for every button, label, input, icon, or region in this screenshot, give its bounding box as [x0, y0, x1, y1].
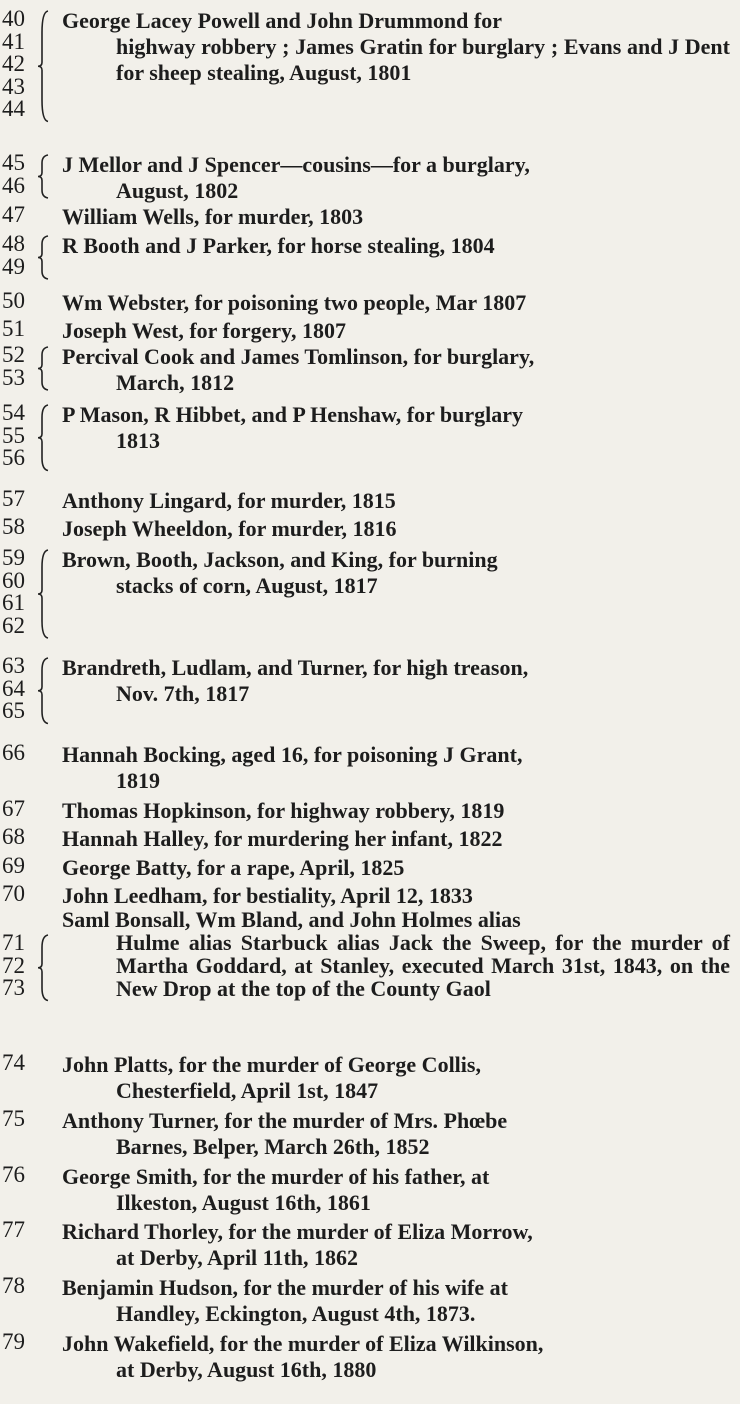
- entry-continuation: March, 1812: [116, 370, 235, 395]
- entry-numbers: [2, 1052, 36, 1075]
- entry-text: [62, 547, 730, 599]
- entry-continuation: stacks of corn, August, 1817: [116, 573, 378, 598]
- entry-first-line: Benjamin Hudson, for the murder of his wife at: [62, 1275, 508, 1300]
- entry-number: 71: [2, 930, 25, 955]
- entry-number: 77: [2, 1217, 25, 1242]
- entry-continuation: Chesterfield, April 1st, 1847: [116, 1078, 379, 1103]
- entry-number: 63: [2, 653, 25, 678]
- entry-number: 70: [2, 881, 25, 906]
- entry-number: 41: [2, 28, 25, 54]
- entry-text: [62, 233, 730, 259]
- entry-first-line: Anthony Lingard, for murder, 1815: [62, 488, 396, 513]
- entry-numbers: [2, 883, 36, 906]
- entry-text: [62, 1164, 730, 1216]
- entry-text: [62, 883, 730, 909]
- entry-text: [62, 908, 730, 1000]
- brace-icon: [38, 235, 52, 280]
- entry-number: 51: [2, 316, 25, 341]
- entry-number: 79: [2, 1329, 25, 1354]
- entry-numbers: [2, 1331, 36, 1354]
- entry-text: [62, 8, 730, 86]
- entry-text: [62, 344, 730, 396]
- entry-numbers: [2, 204, 36, 227]
- entry-first-line: John Leedham, for bestiality, April 12, 1833: [62, 883, 473, 908]
- entry-continuation: Nov. 7th, 1817: [116, 681, 250, 706]
- entry-text: [62, 318, 730, 344]
- entry-numbers: [2, 826, 36, 849]
- entry-number: 49: [2, 253, 25, 279]
- entry-number: 48: [2, 231, 25, 256]
- entry-numbers: [2, 152, 36, 197]
- brace-icon: [38, 10, 52, 123]
- entry-first-line: John Wakefield, for the murder of Eliza Wilkinson,: [62, 1331, 544, 1356]
- entry-continuation: at Derby, April 11th, 1862: [116, 1245, 359, 1270]
- entry-number: 43: [2, 73, 25, 99]
- entry-text: [62, 1275, 730, 1327]
- entry-text: [62, 826, 730, 852]
- entry-number: 66: [2, 740, 25, 765]
- entry-text: [62, 798, 730, 824]
- entry-number: 62: [2, 612, 25, 638]
- entry-number: 47: [2, 202, 25, 227]
- entry-numbers: [2, 1108, 36, 1131]
- entry-text: [62, 1219, 730, 1271]
- entry-text: [62, 655, 730, 707]
- brace-icon: [38, 934, 52, 1002]
- entry-text: [62, 1052, 730, 1104]
- entry-number: 55: [2, 422, 25, 448]
- entry-first-line: Richard Thorley, for the murder of Eliza Morrow,: [62, 1219, 533, 1244]
- entry-number: 73: [2, 975, 25, 1000]
- entry-first-line: Saml Bonsall, Wm Bland, and John Holmes alias: [62, 907, 521, 932]
- entry-number: 72: [2, 952, 25, 978]
- entry-number: 67: [2, 796, 25, 821]
- brace-icon: [38, 404, 52, 472]
- entry-number: 60: [2, 567, 25, 593]
- entry-first-line: Brandreth, Ludlam, and Turner, for high treason,: [62, 655, 529, 680]
- entry-text: [62, 855, 730, 881]
- entry-number: 54: [2, 400, 25, 425]
- entry-number: 65: [2, 698, 25, 723]
- entry-first-line: George Smith, for the murder of his father, at: [62, 1164, 490, 1189]
- entry-text: [62, 488, 730, 514]
- entry-first-line: John Platts, for the murder of George Collis,: [62, 1052, 481, 1077]
- entry-continuation: at Derby, August 16th, 1880: [116, 1357, 377, 1382]
- entry-continuation: 1813: [116, 428, 160, 453]
- entry-numbers: [2, 290, 36, 313]
- entry-text: [62, 152, 730, 204]
- entry-number: 57: [2, 486, 25, 511]
- entry-text: [62, 1331, 730, 1383]
- entry-numbers: [2, 1219, 36, 1242]
- entry-first-line: Hannah Bocking, aged 16, for poisoning J Grant,: [62, 742, 523, 767]
- entry-numbers: [2, 318, 36, 341]
- entry-numbers: [2, 402, 36, 470]
- entry-text: [62, 516, 730, 542]
- entry-first-line: Anthony Turner, for the murder of Mrs. Phœbe: [62, 1108, 508, 1133]
- entry-first-line: R Booth and J Parker, for horse stealing, 1804: [62, 233, 495, 258]
- brace-icon: [38, 346, 52, 391]
- entry-continuation: Barnes, Belper, March 26th, 1852: [116, 1134, 430, 1159]
- entry-number: 46: [2, 172, 25, 198]
- entry-first-line: Brown, Booth, Jackson, and King, for burning: [62, 547, 498, 572]
- brace-icon: [38, 549, 52, 639]
- entry-number: 74: [2, 1050, 25, 1075]
- entry-number: 42: [2, 51, 25, 76]
- entry-number: 56: [2, 445, 25, 470]
- entry-text: [62, 742, 730, 794]
- entry-number: 50: [2, 288, 25, 313]
- entry-continuation: highway robbery ; James Gratin for burglary ; Evans and J Dent for sheep stealing, August, 1801: [116, 34, 730, 85]
- entry-numbers: [2, 1275, 36, 1298]
- entry-continuation: Hulme alias Starbuck alias Jack the Sweep, for the murder of Martha Goddard, at Stanley, executed March 31st, 1843, on the New Drop at the top of the County Gaol: [116, 930, 730, 1001]
- entry-number: 68: [2, 824, 25, 849]
- entry-text: [62, 204, 730, 230]
- entry-numbers: [2, 8, 36, 121]
- entry-first-line: Wm Webster, for poisoning two people, Mar 1807: [62, 290, 527, 315]
- entry-numbers: [2, 547, 36, 637]
- entry-number: 52: [2, 342, 25, 367]
- entry-numbers: [2, 798, 36, 821]
- entry-continuation: Ilkeston, August 16th, 1861: [116, 1190, 371, 1215]
- entry-number: 69: [2, 853, 25, 878]
- entry-first-line: Joseph West, for forgery, 1807: [62, 318, 346, 343]
- entry-number: 40: [2, 6, 25, 31]
- entry-number: 76: [2, 1162, 25, 1187]
- entry-text: [62, 402, 730, 454]
- entry-first-line: P Mason, R Hibbet, and P Henshaw, for burglary: [62, 402, 524, 427]
- entry-first-line: William Wells, for murder, 1803: [62, 204, 364, 229]
- entry-continuation: 1819: [116, 768, 160, 793]
- entry-numbers: [2, 488, 36, 511]
- entry-number: 61: [2, 590, 25, 615]
- entry-first-line: George Lacey Powell and John Drummond for: [62, 8, 502, 33]
- entry-number: 75: [2, 1106, 25, 1131]
- entry-numbers: [2, 233, 36, 278]
- brace-icon: [38, 657, 52, 725]
- entry-text: [62, 1108, 730, 1160]
- entry-first-line: J Mellor and J Spencer—cousins—for a burglary,: [62, 152, 530, 177]
- entry-first-line: Percival Cook and James Tomlinson, for burglary,: [62, 344, 535, 369]
- entry-numbers: [2, 516, 36, 539]
- entry-number: 58: [2, 514, 25, 539]
- entry-first-line: Thomas Hopkinson, for highway robbery, 1819: [62, 798, 505, 823]
- entry-number: 53: [2, 364, 25, 390]
- brace-icon: [38, 154, 52, 199]
- entry-text: [62, 290, 730, 316]
- entry-numbers: [2, 742, 36, 765]
- entry-number: 64: [2, 675, 25, 701]
- entry-continuation: Handley, Eckington, August 4th, 1873.: [116, 1301, 476, 1326]
- entry-number: 45: [2, 150, 25, 175]
- entry-numbers: [2, 855, 36, 878]
- entry-number: 59: [2, 545, 25, 570]
- entry-first-line: Joseph Wheeldon, for murder, 1816: [62, 516, 397, 541]
- entry-number: 78: [2, 1273, 25, 1298]
- entry-numbers: [2, 344, 36, 389]
- entry-continuation: August, 1802: [116, 178, 239, 203]
- entry-numbers: [2, 655, 36, 723]
- entry-numbers: [2, 1164, 36, 1187]
- entry-number: 44: [2, 96, 25, 121]
- entry-first-line: Hannah Halley, for murdering her infant, 1822: [62, 826, 503, 851]
- entry-first-line: George Batty, for a rape, April, 1825: [62, 855, 405, 880]
- entry-numbers: [2, 932, 36, 1000]
